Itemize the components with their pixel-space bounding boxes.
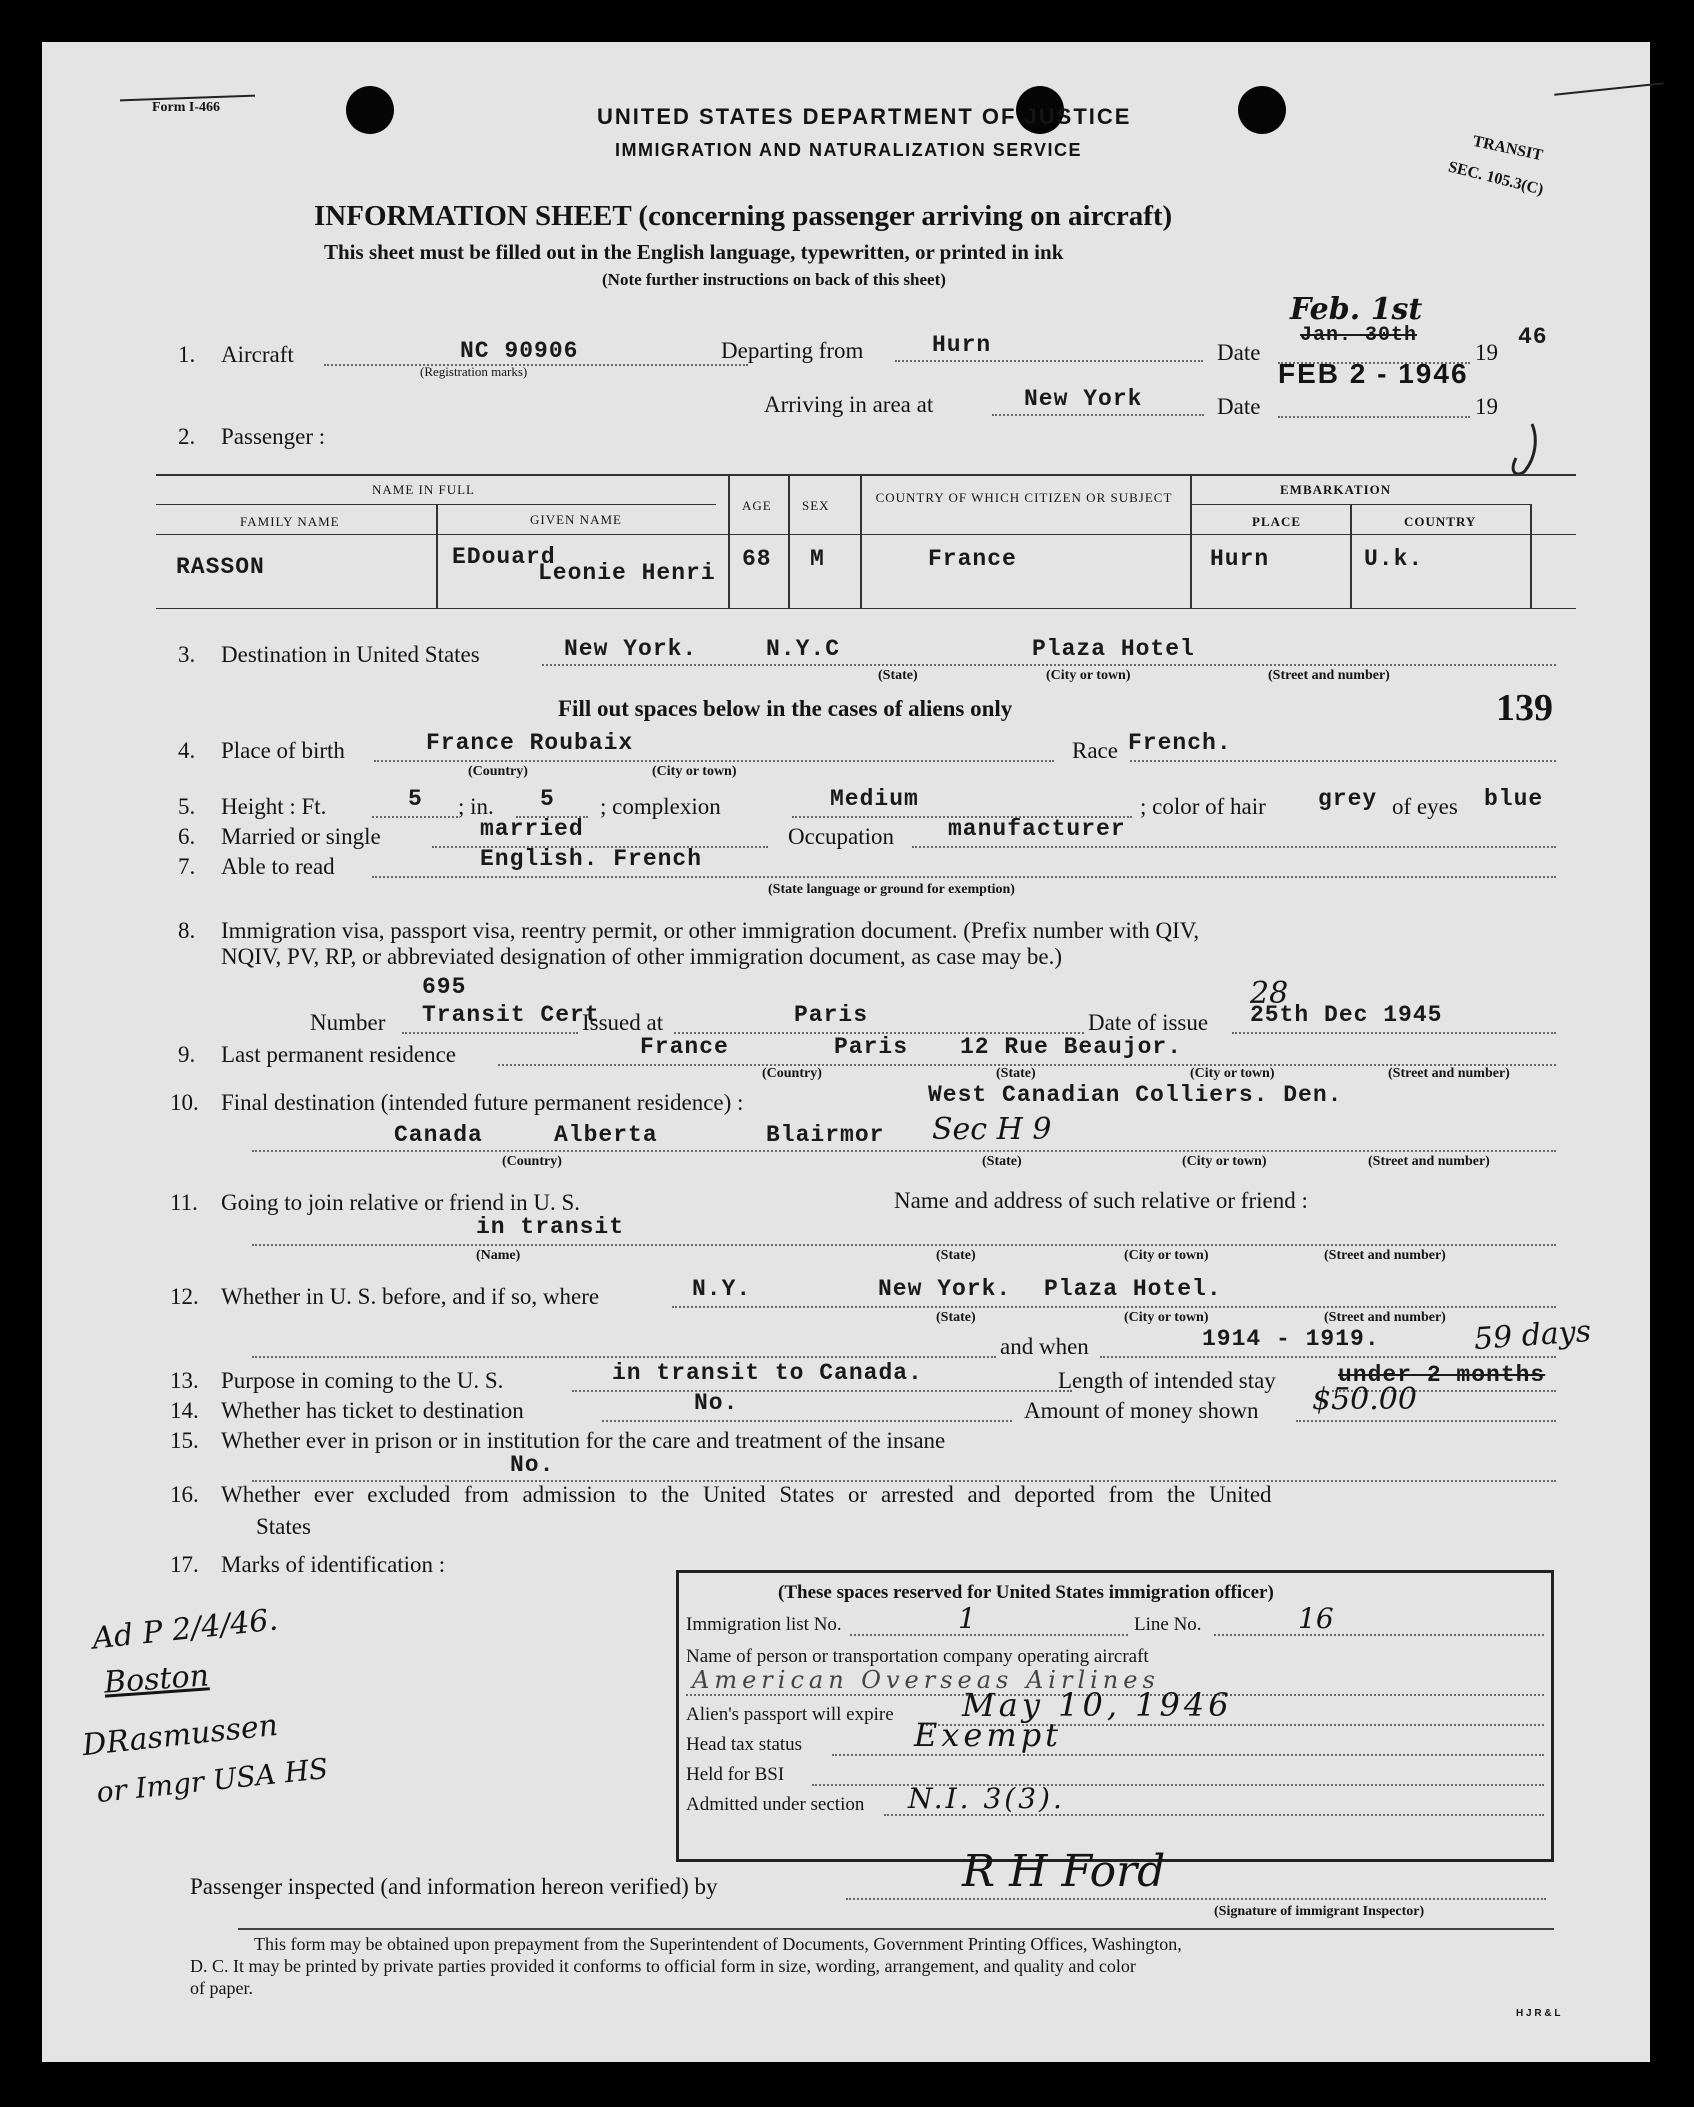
relative-value[interactable]: in transit [476, 1214, 625, 1240]
married-value[interactable]: married [480, 816, 584, 842]
excluded-text-1: Whether ever excluded from admission to the United States or arrested and deported from the United [221, 1482, 1272, 1507]
item-number-6: 6. [178, 824, 196, 849]
issued-label: Issued at [582, 1010, 664, 1035]
item-number-12: 12. [170, 1284, 199, 1309]
item-number-11: 11. [170, 1190, 198, 1215]
item-number-17: 17. [170, 1552, 199, 1577]
given-name-value-2[interactable]: Leonie Henri [538, 560, 716, 586]
residence-city[interactable]: Paris [834, 1034, 909, 1060]
height-label: Height : Ft. [221, 794, 327, 819]
before-line [672, 1306, 1556, 1308]
when-value[interactable]: 1914 - 1919. [1202, 1326, 1380, 1352]
company-label: Name of person or transportation company operating aircraft [686, 1646, 1149, 1667]
money-label: Amount of money shown [1024, 1398, 1259, 1423]
information-sheet [42, 42, 1650, 2062]
ticket-label: Whether has ticket to destination [221, 1398, 524, 1423]
occupation-line [912, 846, 1556, 848]
final-destination-handwritten: Sec H 9 [932, 1112, 1052, 1147]
relative-cap-name: (Name) [476, 1248, 521, 1263]
money-line [1296, 1420, 1556, 1422]
visa-number-label: Number [310, 1010, 386, 1035]
aircraft-line [324, 364, 748, 366]
company-value[interactable]: American Overseas Airlines [692, 1666, 1160, 1694]
destination-cap-state: (State) [878, 668, 918, 683]
excluded-text-2: States [256, 1514, 311, 1539]
year2-prefix: 19 [1475, 394, 1498, 419]
bsi-label: Held for BSI [686, 1764, 785, 1785]
read-line [372, 876, 1556, 878]
th-country: COUNTRY OF WHICH CITIZEN OR SUBJECT [875, 490, 1173, 505]
th-embarkation: EMBARKATION [1280, 482, 1392, 497]
signature-line [846, 1898, 1546, 1900]
issue-date-correction: 28 [1250, 976, 1289, 1011]
arriving-line [992, 414, 1204, 416]
final-destination-state[interactable]: Alberta [554, 1122, 658, 1148]
race-value[interactable]: French. [1128, 730, 1232, 756]
item-number-14: 14. [170, 1398, 199, 1423]
date-handwritten: Feb. 1st [1290, 292, 1423, 327]
relative-line [252, 1244, 1556, 1246]
date2-line [1278, 416, 1470, 418]
tax-value[interactable]: Exempt [914, 1716, 1063, 1754]
complexion-label: ; complexion [600, 794, 721, 819]
purpose-value[interactable]: in transit to Canada. [612, 1360, 923, 1386]
visa-text-2: NQIV, PV, RP, or abbreviated designation of other immigration document, as case may be.) [221, 944, 1063, 969]
residence-cap-city: (City or town) [1190, 1066, 1275, 1081]
date2-label: Date [1217, 394, 1261, 419]
margin-note-2: Boston [102, 1658, 211, 1701]
when-line [1100, 1356, 1556, 1358]
marks-label: Marks of identification : [221, 1552, 446, 1577]
complexion-value[interactable]: Medium [830, 786, 919, 812]
aircraft-label: Aircraft [221, 342, 294, 367]
passport-value[interactable]: May 10, 1946 [962, 1686, 1233, 1724]
section-label: Admitted under section [686, 1794, 865, 1815]
tax-line [832, 1754, 1544, 1756]
th-given-name: GIVEN NAME [530, 512, 622, 527]
margin-note-1: Ad P 2/4/46. [90, 1602, 280, 1657]
purpose-line [572, 1390, 1072, 1392]
th-age: AGE [742, 498, 772, 513]
item-number-8: 8. [178, 918, 196, 943]
departing-line [895, 360, 1203, 362]
when-handwritten: 59 days [1472, 1313, 1593, 1358]
ticket-value[interactable]: No. [694, 1390, 739, 1416]
destination-state[interactable]: New York. [564, 636, 698, 662]
birth-label: Place of birth [221, 738, 345, 763]
before-cap-state: (State) [936, 1310, 976, 1325]
birth-cap-city: (City or town) [652, 764, 737, 779]
stamp-transit: TRANSIT [1471, 132, 1545, 165]
destination-street[interactable]: Plaza Hotel [1032, 636, 1195, 662]
date-label: Date [1217, 340, 1261, 365]
residence-cap-state: (State) [996, 1066, 1036, 1081]
line-line [1214, 1634, 1544, 1636]
punch-hole-1 [346, 86, 394, 134]
footer-code: H J R & L [1516, 2008, 1561, 2019]
embark-place-value[interactable]: Hurn [1210, 546, 1270, 572]
relative-cap-city: (City or town) [1124, 1248, 1209, 1263]
department-title: UNITED STATES DEPARTMENT OF JUSTICE [597, 104, 1132, 129]
purpose-label: Purpose in coming to the U. S. [221, 1368, 504, 1393]
th-name-in-full: NAME IN FULL [372, 482, 475, 497]
visa-text-1: Immigration visa, passport visa, reentry permit, or other immigration document. (Prefix number with QIV, [221, 918, 1200, 943]
read-label: Able to read [221, 854, 335, 879]
read-value[interactable]: English. French [480, 846, 703, 872]
visa-number-line [402, 1032, 578, 1034]
issue-date-label: Date of issue [1088, 1010, 1209, 1035]
final-destination-cap-state: (State) [982, 1154, 1022, 1169]
item-number-3: 3. [178, 642, 196, 667]
hair-label: ; color of hair [1140, 794, 1266, 819]
destination-cap-city: (City or town) [1046, 668, 1131, 683]
inspection-label: Passenger inspected (and information hereon verified) by [190, 1874, 718, 1899]
footer-line-1: This form may be obtained upon prepayment from the Superintendent of Documents, Government Printing Offices, Washington, [254, 1934, 1182, 1954]
issue-date-value[interactable]: 25th Dec 1945 [1250, 1002, 1443, 1028]
officer-box-title: (These spaces reserved for United States immigration officer) [778, 1582, 1274, 1603]
list-label: Immigration list No. [686, 1614, 842, 1635]
margin-note-4: or Imgr USA HS [94, 1751, 330, 1810]
footer-rule [238, 1928, 1554, 1930]
ft-line [372, 816, 458, 818]
residence-cap-country: (Country) [762, 1066, 822, 1081]
final-destination-street[interactable]: West Canadian Colliers. Den. [928, 1082, 1343, 1108]
issue-date-line [1232, 1032, 1556, 1034]
country-value[interactable]: France [928, 546, 1017, 572]
year-value[interactable]: 46 [1518, 324, 1548, 350]
th-emb-country: COUNTRY [1404, 514, 1477, 529]
final-destination-cap-country: (Country) [502, 1154, 562, 1169]
year-prefix: 19 [1475, 340, 1498, 365]
before-street[interactable]: Plaza Hotel. [1044, 1276, 1222, 1302]
destination-line [542, 664, 1556, 666]
item-number-10: 10. [170, 1090, 199, 1115]
punch-hole-3 [1238, 86, 1286, 134]
item-number-4: 4. [178, 738, 196, 763]
stay-label: Length of intended stay [1058, 1368, 1276, 1393]
date-stamp: FEB 2 - 1946 [1278, 358, 1469, 389]
issued-value[interactable]: Paris [794, 1002, 869, 1028]
before-label: Whether in U. S. before, and if so, where [221, 1284, 600, 1309]
item-number-15: 15. [170, 1428, 199, 1453]
before-state[interactable]: N.Y. [692, 1276, 752, 1302]
list-line [850, 1634, 1128, 1636]
relative-cap-state: (State) [936, 1248, 976, 1263]
embark-country-value[interactable]: U.k. [1364, 546, 1424, 572]
race-line [1130, 760, 1556, 762]
list-value[interactable]: 1 [958, 1602, 976, 1635]
page-title: INFORMATION SHEET (concerning passenger arriving on aircraft) [314, 200, 1173, 232]
eyes-label: of eyes [1392, 794, 1458, 819]
item-number-16: 16. [170, 1482, 199, 1507]
sex-value[interactable]: M [810, 546, 825, 572]
passport-label: Alien's passport will expire [686, 1704, 894, 1725]
relative-label: Going to join relative or friend in U. S. [221, 1190, 580, 1215]
visa-number-above: 695 [422, 974, 467, 1000]
item-number-2: 2. [178, 424, 196, 449]
final-destination-cap-city: (City or town) [1182, 1154, 1267, 1169]
relative-cap-street: (Street and number) [1324, 1248, 1446, 1263]
item-number-7: 7. [178, 854, 196, 879]
destination-city[interactable]: N.Y.C [766, 636, 841, 662]
residence-street[interactable]: 12 Rue Beaujor. [960, 1034, 1183, 1060]
th-family-name: FAMILY NAME [240, 514, 340, 529]
th-place: PLACE [1252, 514, 1302, 529]
destination-cap-street: (Street and number) [1268, 668, 1390, 683]
birth-cap-country: (Country) [468, 764, 528, 779]
residence-cap-street: (Street and number) [1388, 1066, 1510, 1081]
aliens-note: Fill out spaces below in the cases of aliens only [558, 696, 1013, 721]
footer-line-2: D. C. It may be printed by private parties provided it conforms to official form in size, wording, arrangement, and quality and color [190, 1956, 1136, 1976]
family-name-value[interactable]: RASSON [176, 554, 265, 580]
service-title: IMMIGRATION AND NATURALIZATION SERVICE [615, 140, 1082, 160]
relative-name-label: Name and address of such relative or friend : [894, 1188, 1308, 1213]
prison-value[interactable]: No. [510, 1452, 555, 1478]
line-value[interactable]: 16 [1298, 1602, 1334, 1635]
inspector-signature: R H Ford [962, 1846, 1166, 1897]
married-label: Married or single [221, 824, 381, 849]
item-number-1: 1. [178, 342, 196, 367]
residence-country[interactable]: France [640, 1034, 729, 1060]
line-label: Line No. [1134, 1614, 1202, 1635]
before-city[interactable]: New York. [878, 1276, 1012, 1302]
sheet-number: 139 [1496, 687, 1553, 729]
final-destination-cap-street: (Street and number) [1368, 1154, 1490, 1169]
corner-mark [1554, 82, 1664, 95]
before-cap-street: (Street and number) [1324, 1310, 1446, 1325]
age-value[interactable]: 68 [742, 546, 772, 572]
given-name-value-1[interactable]: EDouard [452, 544, 556, 570]
item-number-9: 9. [178, 1042, 196, 1067]
th-sex: SEX [802, 498, 830, 513]
final-destination-label: Final destination (intended future permanent residence) : [221, 1090, 744, 1115]
height-ft-value[interactable]: 5 [408, 786, 423, 812]
item-number-13: 13. [170, 1368, 199, 1393]
money-value[interactable]: $50.00 [1312, 1382, 1417, 1417]
final-destination-country[interactable]: Canada [394, 1122, 483, 1148]
race-label: Race [1072, 738, 1118, 763]
read-caption: (State language or ground for exemption) [768, 882, 1015, 897]
eyes-value[interactable]: blue [1484, 786, 1544, 812]
when-blank-line [252, 1356, 996, 1358]
when-label: and when [1000, 1334, 1089, 1359]
stay-value[interactable]: under 2 months [1338, 1362, 1546, 1388]
item-number-5: 5. [178, 794, 196, 819]
page-subtitle: This sheet must be filled out in the English language, typewritten, or printed in ink [324, 240, 1064, 264]
form-number: Form I-466 [152, 100, 221, 115]
hair-value[interactable]: grey [1318, 786, 1378, 812]
birth-value[interactable]: France Roubaix [426, 730, 634, 756]
arriving-value[interactable]: New York [1024, 386, 1143, 412]
inches-label: ; in. [458, 794, 494, 819]
occupation-value[interactable]: manufacturer [948, 816, 1126, 842]
signature-caption: (Signature of immigrant Inspector) [1214, 1904, 1425, 1919]
handwritten-slash-mark [1502, 418, 1550, 480]
departing-label: Departing from [721, 338, 864, 363]
visa-number-value[interactable]: Transit Cert [422, 1002, 600, 1028]
final-destination-line [252, 1150, 1556, 1152]
section-value[interactable]: N.I. 3(3). [908, 1782, 1065, 1815]
residence-label: Last permanent residence [221, 1042, 456, 1067]
occupation-label: Occupation [788, 824, 895, 849]
page-note: (Note further instructions on back of this sheet) [602, 270, 946, 289]
birth-line [374, 760, 1054, 762]
prison-label: Whether ever in prison or in institution for the care and treatment of the insane [221, 1428, 946, 1453]
destination-label: Destination in United States [221, 642, 480, 667]
passenger-label: Passenger : [221, 424, 326, 449]
date-struck-value: Jan. 30th [1300, 324, 1418, 347]
aircraft-value[interactable]: NC 90906 [460, 338, 579, 364]
ticket-line [602, 1420, 1012, 1422]
margin-note-3: DRasmussen [80, 1707, 280, 1764]
arriving-label: Arriving in area at [764, 392, 934, 417]
final-destination-city[interactable]: Blairmor [766, 1122, 885, 1148]
tax-label: Head tax status [686, 1734, 803, 1755]
footer-line-3: of paper. [190, 1978, 253, 1998]
before-cap-city: (City or town) [1124, 1310, 1209, 1325]
registration-caption: (Registration marks) [420, 364, 528, 379]
height-in-value[interactable]: 5 [540, 786, 555, 812]
stamp-section: SEC. 105.3(C) [1446, 158, 1546, 199]
departing-value[interactable]: Hurn [932, 332, 992, 358]
